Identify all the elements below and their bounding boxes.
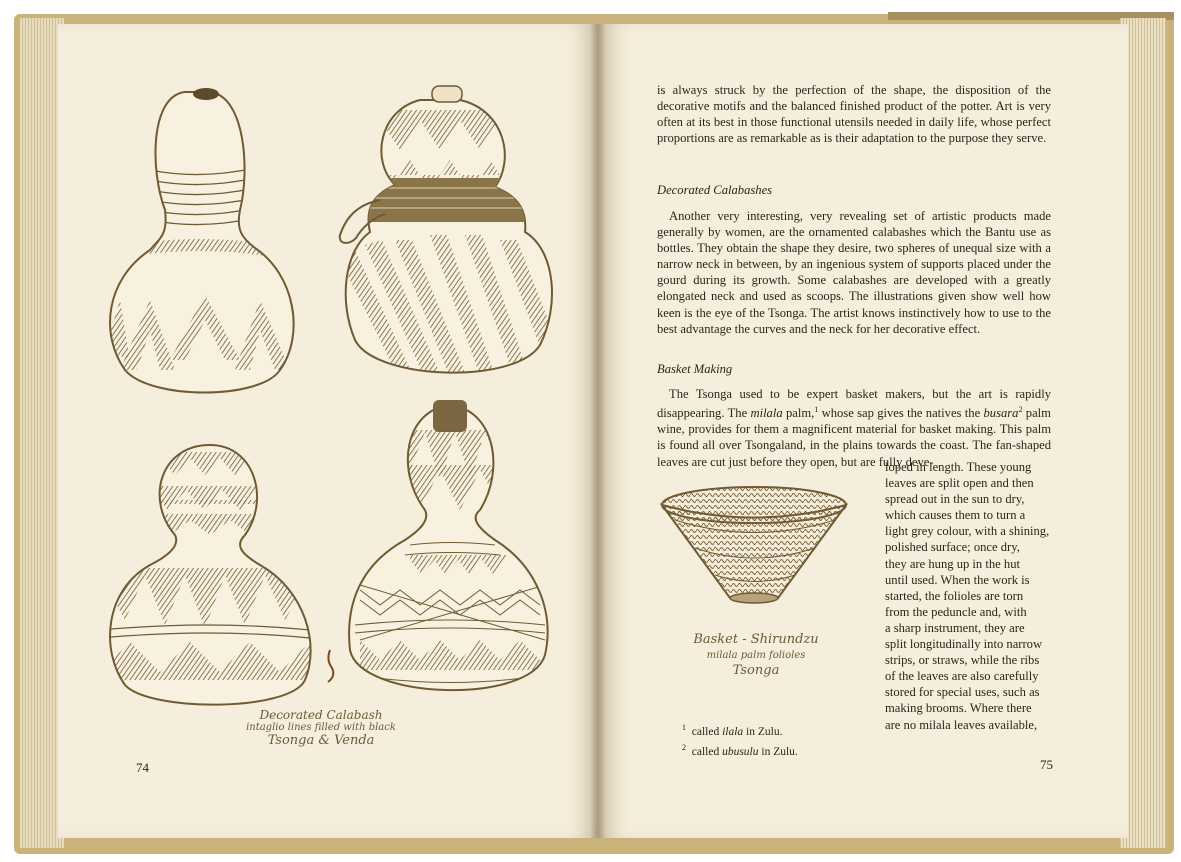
footnote-ref-1: 1 [814, 405, 819, 415]
calabash-caption [246, 708, 396, 748]
basket-caption-line1: Basket - Shirundzu [693, 632, 819, 647]
basket-line: polished surface; once dry, [885, 540, 1020, 555]
calabash-illustration-1 [100, 88, 300, 393]
basket-text-2: palm, [782, 406, 815, 421]
basket-line: leaves are split open and then [885, 476, 1034, 491]
term-busara: busara [983, 406, 1019, 421]
basket-line: stored for special uses, such as [885, 685, 1040, 700]
basket-line: split longitudinally into narrow [885, 637, 1043, 652]
basket-line: are no milala leaves available, [885, 717, 1038, 732]
calabash-caption-line3: Tsonga & Venda [267, 733, 375, 748]
footnote-2 [682, 740, 798, 760]
footnote-1 [682, 720, 798, 740]
calabash-illustration-4 [349, 400, 547, 690]
basket-caption [686, 632, 826, 678]
calabash-illustration-2 [340, 86, 560, 390]
basket-text-3: whose sap gives the natives the [818, 406, 984, 421]
footnote-term: ilala [722, 725, 744, 738]
page-number-left: 74 [136, 760, 149, 775]
basket-text-1: The Tsonga used to be expert basket makers, but the art is rapidly disappearing. The [657, 387, 1051, 421]
calabash-caption-line1: Decorated Calabash [259, 708, 383, 722]
basket-caption-line2: milala palm folioles [706, 650, 806, 661]
page-number-right: 75 [1040, 757, 1053, 772]
basket-line: which causes them to turn a [885, 508, 1026, 523]
footnote-text: in Zulu. [758, 745, 798, 758]
basket-line: making brooms. Where there [885, 701, 1032, 716]
basket-line: of the leaves are also carefully [885, 669, 1039, 684]
basket-illustration [662, 487, 846, 603]
basket-line: loped in length. These young [885, 460, 1032, 474]
footnote-text: in Zulu. [743, 725, 783, 738]
basket-line: from the peduncle and, with [885, 604, 1027, 619]
footnote-mark: 1 [682, 723, 686, 732]
calabash-illustration-3 [100, 445, 311, 705]
footnote-text: called [691, 745, 723, 758]
footnote-ref-2: 2 [1018, 405, 1023, 415]
basket-line: light grey colour, with a shining, [885, 524, 1050, 539]
basket-text-4: palm wine, provides for them a magnificent material for basket making. This palm is found all over Tsongaland, in the plains towards the coast. The fan-shaped leaves are cut just before they open, but are fully deve- [657, 406, 1051, 469]
basket-line: they are hung up in the hut [885, 556, 1021, 571]
basket-line: a sharp instrument, they are [885, 620, 1025, 635]
basket-line: started, the folioles are torn [885, 588, 1024, 603]
section-heading-basket: Basket Making [657, 362, 733, 376]
calabashes-paragraph: Another very interesting, very revealing set of artistic products made generally by women, are the ornamented calabashes which the Bantu use as bottles. They obtain the shape they desire, two spheres of unequal size with a narrow neck in between, by an ingenious system of supports placed under the gourd during its growth. Some calabashes are developed with a greatly elongated neck and used as scoops. The illustrations given show well how keen is the eye of the Tsonga. The artist knows instinctively how to use to the best advantage the curves and the neck for her decorative effect. [657, 209, 1051, 336]
calabash-caption-line2: intaglio lines filled with black [246, 722, 396, 733]
footnote-text: called [691, 725, 723, 738]
basket-paragraph-continued [885, 459, 1051, 733]
stain-mark [328, 650, 333, 682]
footnotes [682, 720, 798, 760]
intro-paragraph: is always struck by the perfection of the shape, the disposition of the decorative motifs and the balanced finished product of the potter. Art is very often at its best in those functional utensils needed in daily life, whose perfect proportions are as remarkable as is their adaptation to the purpose they serve. [657, 83, 1051, 146]
basket-line: strips, or straws, while the ribs [885, 653, 1040, 668]
basket-line: spread out in the sun to dry, [885, 492, 1025, 507]
footnote-mark: 2 [682, 742, 686, 752]
basket-caption-line3: Tsonga [732, 663, 780, 678]
section-heading-calabashes: Decorated Calabashes [657, 183, 773, 197]
term-milala: milala [750, 406, 783, 421]
basket-paragraph [657, 386, 1051, 470]
footnote-term: ubusulu [722, 745, 759, 758]
basket-line: until used. When the work is [885, 572, 1030, 587]
